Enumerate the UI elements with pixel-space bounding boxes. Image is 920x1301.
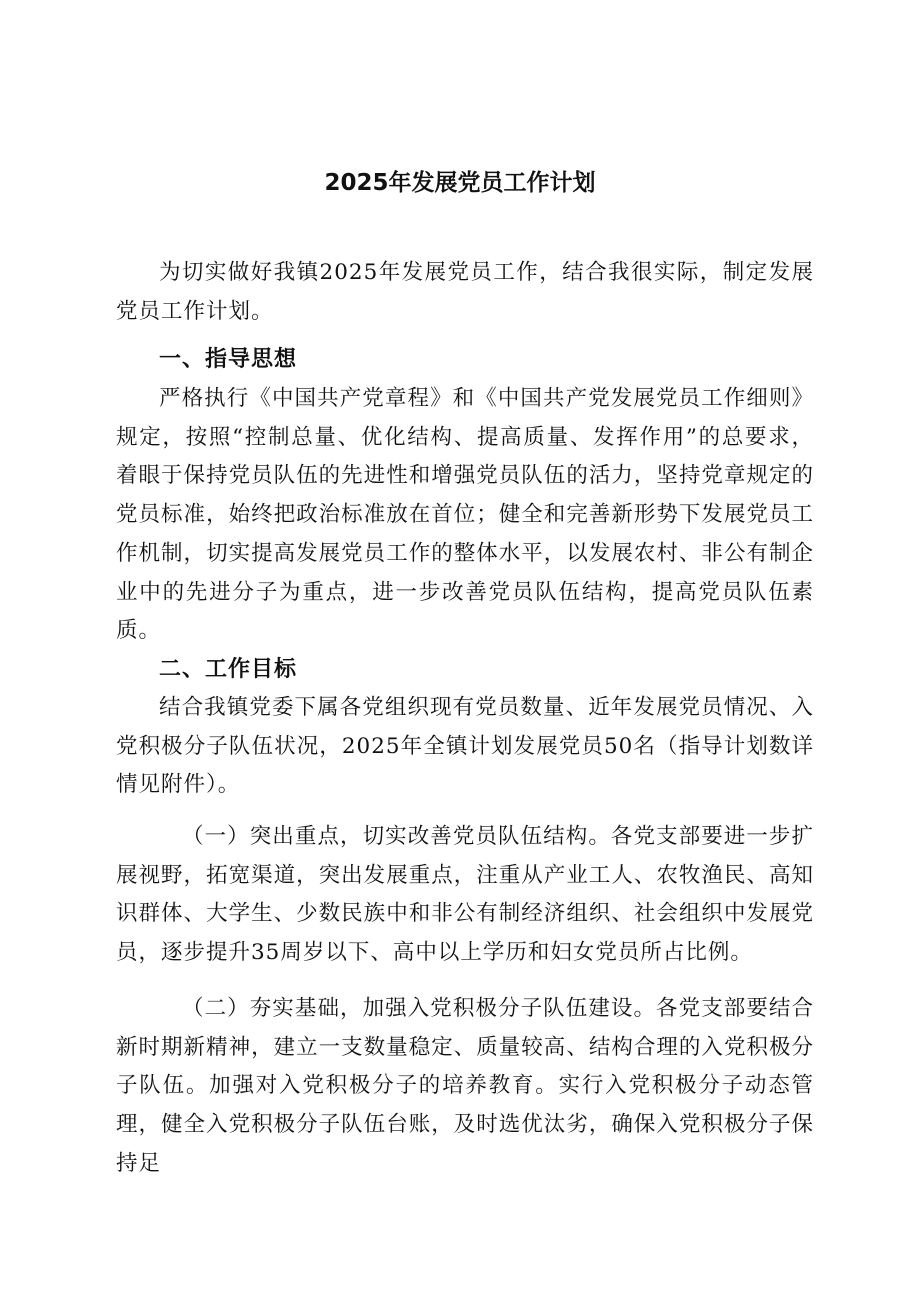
guiding-ideology-paragraph: 严格执行《中国共产党章程》和《中国共产党发展党员工作细则》规定，按照“控制总量、优化结构、提高质量、发挥作用”的总要求，着眼于保持党员队伍的先进性和增强党员队伍的活力，坚持党章规定的党员标准，始终把政治标准放在首位；健全和完善新形势下发展党员工作机制，切实提高发展党员工作的整体水平，以发展农村、非公有制企业中的先进分子为重点，进一步改善党员队伍结构，提高党员队伍素质。 [116, 386, 814, 644]
goal-item-1-paragraph: （一）突出重点，切实改善党员队伍结构。各党支部要进一步扩展视野，拓宽渠道，突出发展重点，注重从产业工人、农牧渔民、高知识群体、大学生、少数民族中和非公有制经济组织、社会组织中发展党员，逐步提升35周岁以下、高中以上学历和妇女党员所占比例。 [116, 824, 814, 966]
work-goals-paragraph: 结合我镇党委下属各党组织现有党员数量、近年发展党员情况、入党积极分子队伍状况，2025年全镇计划发展党员50名（指导计划数详情见附件）。 [116, 695, 814, 798]
goal-item-2-paragraph: （二）夯实基础，加强入党积极分子队伍建设。各党支部要结合新时期新精神，建立一支数量稳定、质量较高、结构合理的入党积极分子队伍。加强对入党积极分子的培养教育。实行入党积极分子动态管理，健全入党积极分子队伍台账，及时选优汰劣，确保入党积极分子保持足 [116, 996, 814, 1176]
section-heading-guiding-ideology: 一、指导思想 [159, 347, 298, 372]
section-heading-work-goals: 二、工作目标 [159, 657, 298, 682]
document-title: 2025年发展党员工作计划 [324, 170, 596, 196]
intro-paragraph: 为切实做好我镇2025年发展党员工作，结合我很实际，制定发展党员工作计划。 [116, 260, 814, 324]
